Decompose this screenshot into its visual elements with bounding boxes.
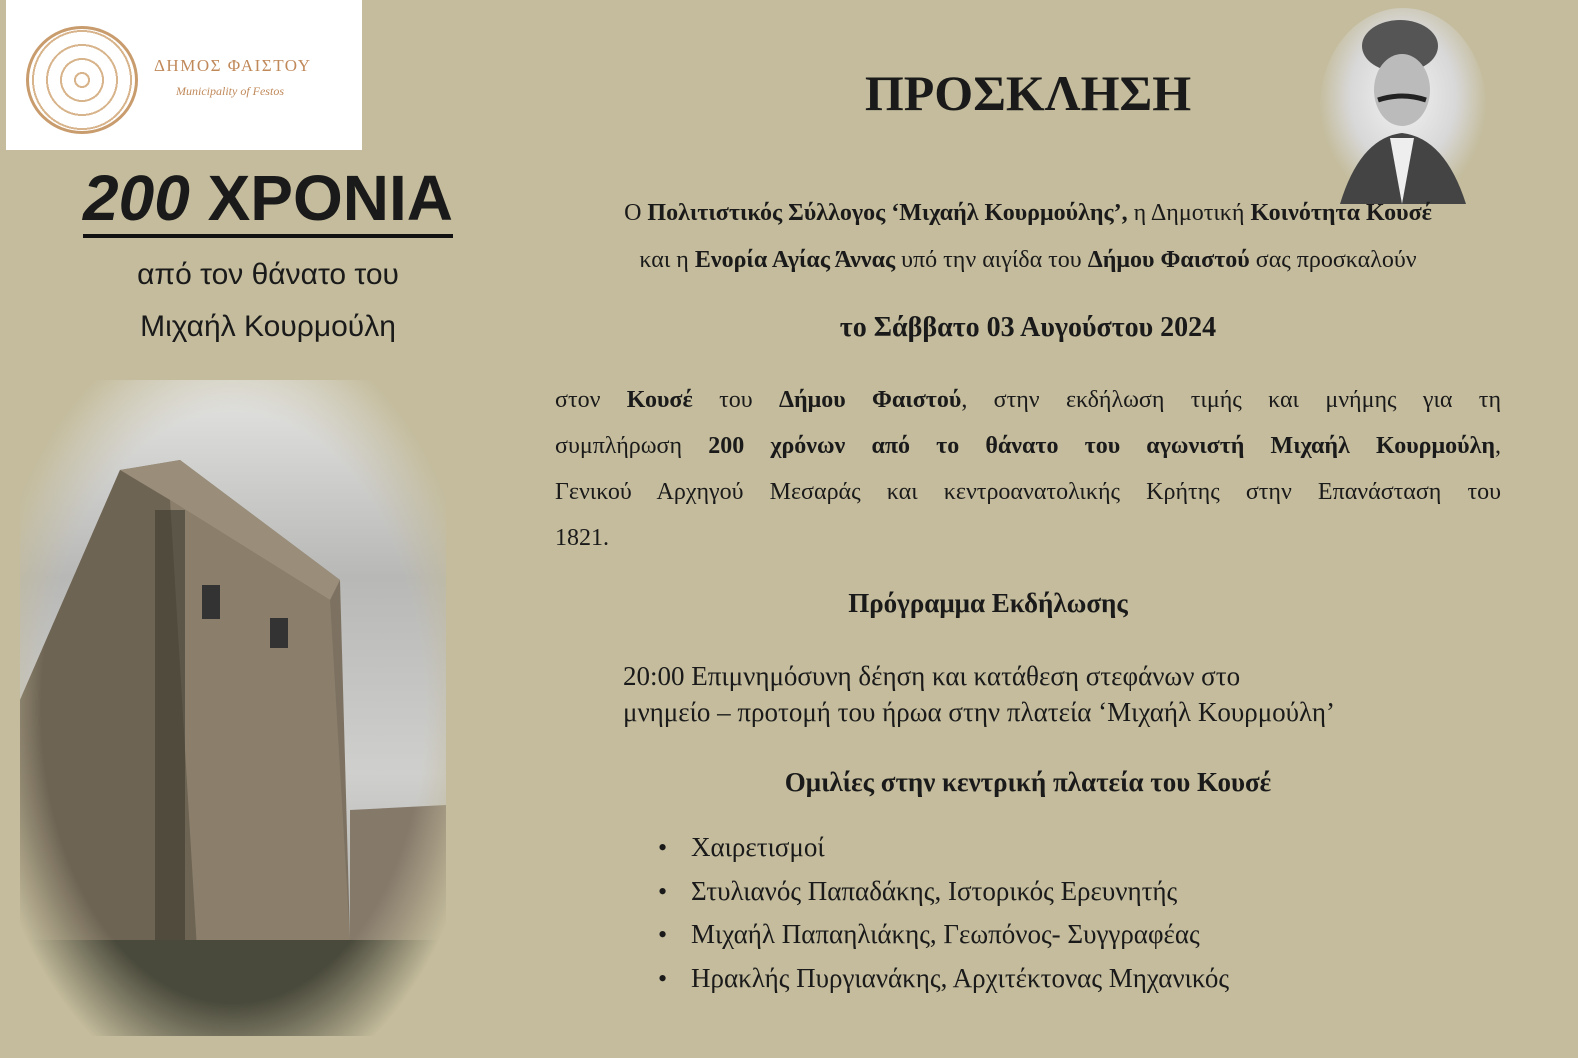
speeches-title: Ομιλίες στην κεντρική πλατεία του Κουσέ [784,767,1272,797]
municipality: Δήμου Φαιστού [778,387,962,413]
text: και η [639,247,695,273]
list-item: • Χαιρετισμοί [658,826,1229,870]
speakers-list [658,826,1229,1000]
text: υπό την αιγίδα του [895,247,1088,273]
intro-line-1 [540,200,1516,227]
logo-subtitle: Municipality of Festos [176,84,284,98]
title-word: ΧΡΟΝΙΑ [189,162,453,234]
intro-line-2 [540,247,1516,274]
text: Ο [624,200,648,226]
tower-photo [20,380,446,1036]
program-title: Πρόγραμμα Εκδήλωσης [848,588,1128,618]
body-line-4: 1821. [555,525,609,551]
list-item: • Μιχαήλ Παπαηλιάκης, Γεωπόνος- Συγγραφέας [658,913,1229,957]
text: σας προσκαλούν [1249,247,1417,273]
body-line-1 [555,377,1501,423]
municipality: Δήμου Φαιστού [1087,247,1250,273]
text: συμπλήρωση [555,433,709,459]
anniversary-text: 200 χρόνων από το θάνατο του αγωνιστή Μιχαήλ Κουρμούλη [708,433,1495,459]
program-line-2: μνημείο – προτομή του ήρωα στην πλατεία ‘Μιχαήλ Κουρμούλη’ [623,697,1336,727]
logo-name: ΔΗΜΟΣ ΦΑΙΣΤΟΥ [154,56,312,75]
body-line-3: Γενικού Αρχηγού Μεσαράς και κεντροανατολικής Κρήτης στην Επανάσταση του [555,479,1501,505]
body-line-2 [555,423,1501,469]
community-kouse: Κοινότητα Κουσέ [1250,200,1432,226]
program-line-1: 20:00 Επιμνημόσυνη δέηση και κατάθεση στεφάνων στο [623,661,1241,691]
text: η Δημοτική [1127,200,1251,226]
anniversary-title [20,160,516,236]
subtitle-line-2: Μιχαήλ Κουρμούλη [140,310,396,343]
text: του [692,387,779,413]
text: , [1495,433,1501,459]
event-date: το Σάββατο 03 Αυγούστου 2024 [839,312,1217,343]
place: Κουσέ [626,387,693,413]
text: στον [555,387,627,413]
title-number: 200 [83,162,190,234]
list-item: • Στυλιανός Παπαδάκης, Ιστορικός Ερευνητής [658,870,1229,914]
cultural-association: Πολιτιστικός Σύλλογος ‘Μιχαήλ Κουρμούλης’, [647,200,1128,226]
municipality-logo [6,0,362,150]
invitation-heading: ΠΡΟΣΚΛΗΣΗ [864,65,1192,121]
subtitle-line-1: από τον θάνατο του [137,258,399,291]
parish: Ενορία Αγίας Άννας [694,247,896,273]
list-item: • Ηρακλής Πυργιανάκης, Αρχιτέκτονας Μηχανικός [658,957,1229,1001]
phaistos-disc-icon [26,26,138,134]
text: , στην εκδήλωση τιμής και μνήμης για τη [961,387,1502,413]
